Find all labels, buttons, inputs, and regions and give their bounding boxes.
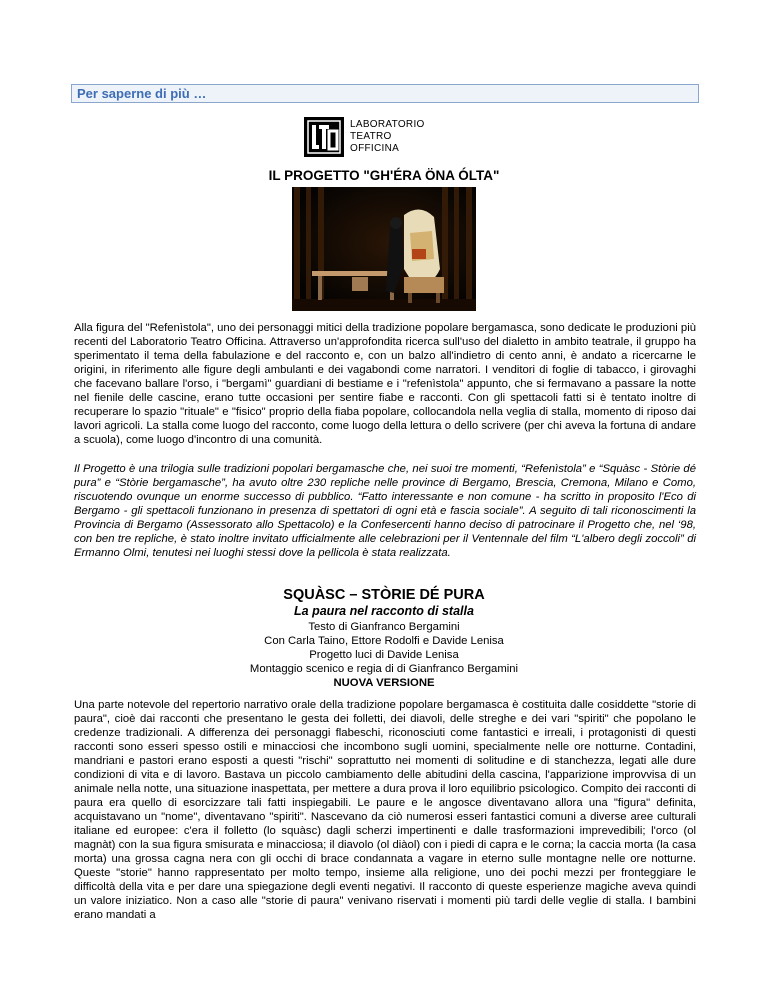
section-header — [71, 84, 699, 103]
intro-paragraph: Alla figura del "Refenìstola", uno dei personaggi mitici della tradizione popolare bergamasca, sono dedicate le produzioni più recenti del Laboratorio Teatro Officina. Attraverso un'approfondita ricerca sull'uso del dialetto in ambito teatrale, il gruppo ha sperimentato il tema della fabulazione e del racconto e, con un balzo all'indietro di cento anni, è andato a ricercarne le origini, in riferimento alle figure degli ambulanti e dei vagabondi come narratori. I venditori di foglie di tabacco, i girovaghi che facevano ballare l'orso, i "bergamì" guardiani di bestiame e i "refenìstola" appunto, che si fermavano a passare la notte nel fienile delle cascine, erano tutte occasioni per sentire fiabe e racconti. Con gli spettacoli fatti si è tentato inoltre di recuperare lo spazio "rituale" e "fisico" proprio della fiaba popolare, collocandola nella veglia di stalla, momento di riposo dai lavori agricoli. La stalla come luogo del racconto, come luogo della lettura o dello scrivere (per chi aveva la fortuna di andare a scuola), come luogo d'incontro di una comunità. — [74, 322, 696, 446]
credit-line: Con Carla Taino, Ettore Rodolfi e Davide Lenisa — [264, 635, 504, 647]
credit-line: Testo di Gianfranco Bergamini — [308, 621, 460, 633]
logo-text — [350, 119, 425, 155]
section-header-label: Per saperne di più … — [77, 86, 207, 101]
logo-mark-icon — [304, 117, 344, 157]
credit-line: Montaggio scenico e regia di di Gianfranco Bergamini — [249, 663, 519, 675]
theater-logo — [304, 117, 464, 157]
show-paragraph: Una parte notevole del repertorio narrativo orale della tradizione popolare bergamasca è costituita dalle cosiddette "storie di paura", cioè dai racconti che presentano le gesta dei folletti, dei diavoli, delle streghe e dei vari "spiriti" che popolano le credenze tradizionali. A differenza dei personaggi flabeschi, riconosciuti come fantastici e irreali, i protagonisti di questi racconti sono esseri spesso ostili e minacciosi che incombono sugli uomini, specialmente nelle ore notturne. Contadini, mandriani e pastori erano esposti a questi "rischi" soprattutto nei momenti di solitudine e di stanchezza, legati alle dure condizioni di vita e di lavoro. Bastava un piccolo cambiamento delle abitudini della cascina, l'apparizione improvvisa di un animale nella notte, una situazione inaspettata, per mettere a dura prova il loro equilibrio psicologico. Compito dei racconti di paura era quello di esorcizzare tali fatti inspiegabili. Le paure e le angosce diventavano allora una "figura" definita, acquistavano un "nome", diventavano "spiriti". Nascevano da ciò numerosi esseri fantastici comuni a diverse aree culturali italiane ed europee: c'era il folletto (lo squàsc) dagli scherzi impertinenti e dalle trasformazioni imprevedibili; l'orco (ol magnàt) con la sua figura smisurata e minacciosa; il diavolo (ol diàol) con i piedi di capra e le corna; la caccia morta (la casa morta) una grossa cagna nera con gli occhi di brace condannata a vagare in eterno sulle montagne nelle ore notturne. Queste "storie" hanno rappresentato per molto tempo, insieme alla religione, uno dei pochi mezzi per fronteggiare le difficoltà della vita e per dare una spiegazione degli eventi negativi. Il racconto di queste esperienze magiche aveva quindi un valore iniziatico. Non a caso alle "storie di paura" venivano riservati i momenti più tardi delle veglie di stalla. I bambini erano mandati a — [74, 699, 696, 921]
project-title: IL PROGETTO "GH'ÉRA ÖNA ÓLTA" — [268, 168, 500, 183]
logo-line: OFFICINA — [350, 143, 400, 154]
logo-line: LABORATORIO — [350, 119, 425, 130]
show-title: SQUÀSC – STÒRIE DÉ PURA — [283, 587, 485, 603]
project-paragraph: Il Progetto è una trilogia sulle tradizioni popolari bergamasche che, nei suoi tre momenti, “Refenìstola” e “Squàsc - Stòrie dé pura” e “Stòrie bergamasche”, ha avuto oltre 230 repliche nelle province di Bergamo, Brescia, Cremona, Milano e Como, riscuotendo ovunque un enorme successo di pubblico. “Fatto interessante e non comune - ha scritto in proposito l'Eco di Bergamo - gli spettacoli funzionano in presenza di spettatori di ogni età e fascia sociale”. A seguito di tali riconoscimenti la Provincia di Bergamo (Assessorato allo Spettacolo) e la Confesercenti hanno deciso di patrocinare il Progetto che, nel ‘98, con ben tre repliche, è stato inoltre invitato ufficialmente alle celebrazioni per il Ventennale del film “L'albero degli zoccoli” di Ermanno Olmi, tenutesi nei luoghi stessi dove la pellicola è stata realizzata. — [74, 463, 696, 559]
show-subtitle: La paura nel racconto di stalla — [294, 604, 474, 618]
version-label: NUOVA VERSIONE — [333, 677, 435, 689]
credit-line: Progetto luci di Davide Lenisa — [309, 649, 459, 661]
stage-photo — [292, 187, 476, 311]
logo-line: TEATRO — [350, 131, 392, 142]
show-credits — [0, 620, 768, 690]
